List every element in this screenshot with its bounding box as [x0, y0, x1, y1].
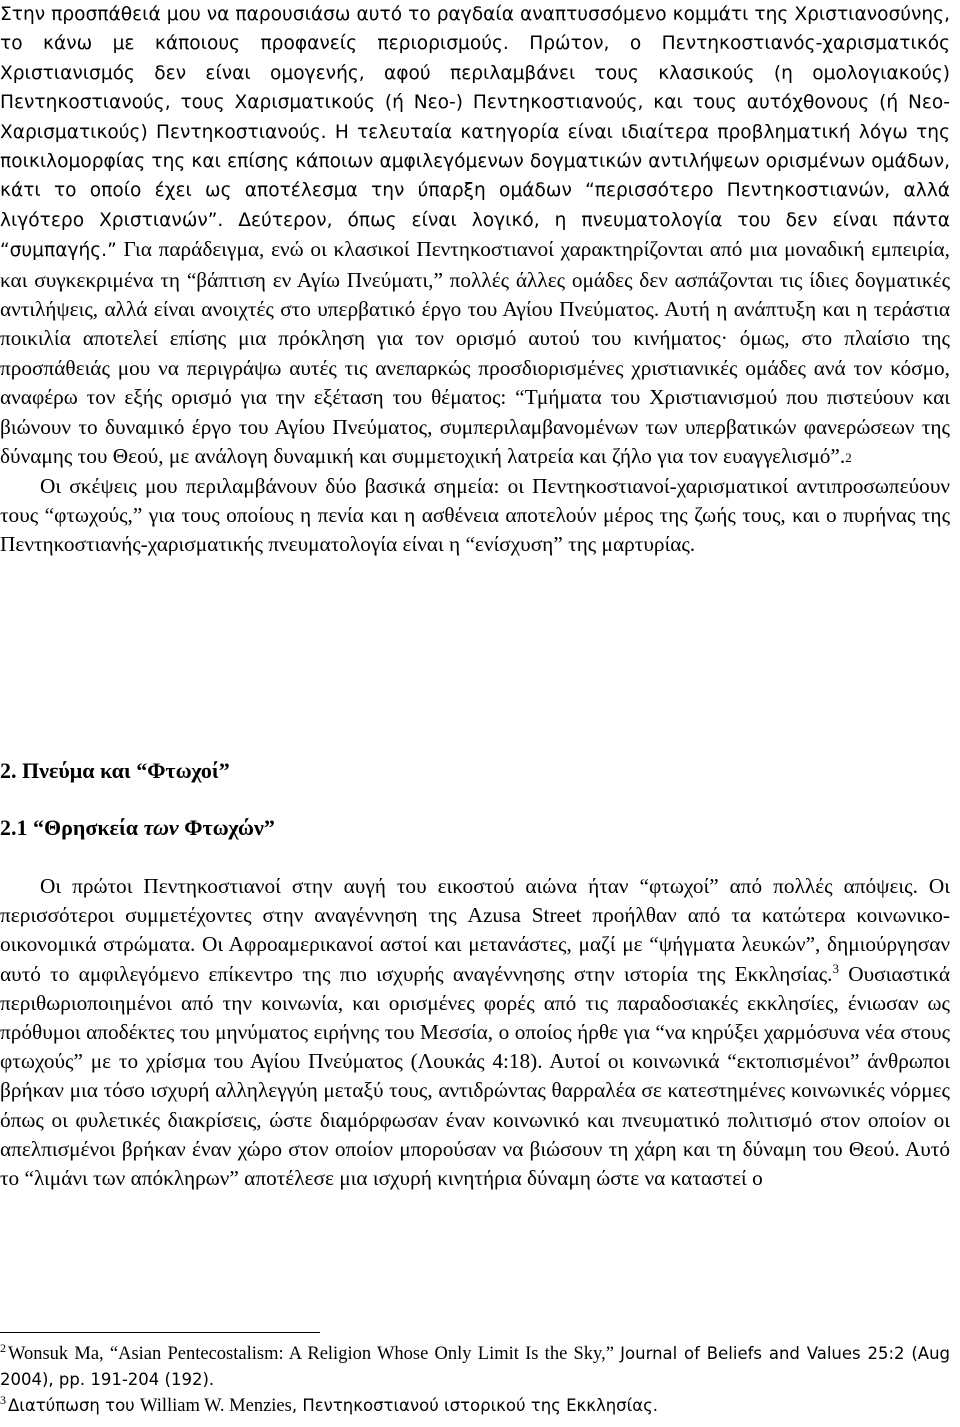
footnote-2-number: 2	[0, 1340, 6, 1355]
heading-2-1-italic: των	[143, 815, 179, 840]
footnote-2-text: Wonsuk Ma, “Asian Pentecostalism: A Religion Whose Only Limit Is the Sky,”	[8, 1344, 621, 1364]
footnote-3-number: 3	[0, 1392, 6, 1407]
footnote-3	[0, 1393, 950, 1419]
footnote-2-journal: Journal of Beliefs and Values 25:2 (Aug 2004), pp. 191-204 (192).	[0, 1344, 951, 1389]
section-heading-2: 2. Πνεύμα και “Φτωχοί”	[0, 758, 230, 783]
body-text-b: Ουσιαστικά περιθωριοποιημένοι από την κοινωνία, και ορισμένες φορές από τις παραδοσιακές εκκλησίες, ένιωσαν ως πρόθυμοι αποδέκτες του μηνύματος ειρήνης του Μεσσία, ο οποίος ήρθε για “να κηρύξει χαρμόσυνα νέα στους φτωχούς” με το χρίσμα του Αγίου Πνεύματος (Λουκάς 4:18). Αυτοί οι κοινωνικά “εκτοπισμένοι” άνθρωποι βρήκαν μια τόσο ισχυρή αλληλεγγύη μεταξύ τους, αντιδρώντας θαρραλέα σε κατεστημένες κοινωνικές νόρμες όπως οι φυλετικές διακρίσεις, ώστε διαμόρφωσαν έναν κοινωνικό και πνευματικό πολιτισμό στον οποίον οι απελπισμένοι βρήκαν έναν χώρο στον οποίον μπορούσαν να βιώσουν τη χάρη και τη δύναμη του Θεού. Αυτό το “λιμάνι των απόκληρων” αποτέλεσε μια ισχυρή κινητήρια δύναμη ώστε να καταστεί ο	[0, 961, 950, 1191]
footnote-2	[0, 1341, 950, 1393]
paragraph-1-sans-text: Στην προσπάθειά μου να παρουσιάσω αυτό το ραγδαία αναπτυσσόμενο κομμάτι της Χριστιανοσύνης, το κάνω με κάποιους προφανείς περιορισμούς. Πρώτον, ο Πεντηκοστιανός-χαρισματικός Χριστιανισμός δεν είναι ομογενής, αφού περιλαμβάνει τους κλασικούς (η ομολογιακούς) Πεντηκοστιανούς, τους Χαρισματικούς (ή Νεο-) Πεντηκοστιανούς, και τους αυτόχθονους (ή Νεο-Χαρισματικούς) Πεντηκοστιανούς. Η τελευταία κατηγορία είναι ιδιαίτερα προβληματική λόγω της ποικιλομορφίας της και επίσης κάποιων αμφιλεγόμενων δογματικών αντιλήψεων ορισμένων ομάδων, κάτι το οποίο έχει ως αποτέλεσμα την ύπαρξη ομάδων “περισσότερο Πεντηκοστιανών, αλλά λιγότερο Χριστιανών”. Δεύτερον, όπως είναι λογικό, η πνευματολογία του δεν είναι πάντα “συμπαγής.”	[0, 4, 950, 262]
body-text-a: Οι πρώτοι Πεντηκοστιανοί στην αυγή του εικοστού αιώνα ήταν “φτωχοί” από πολλές απόψεις. Οι περισσότεροι συμμετέχοντες στην αναγέννηση της Azusa Street προήλθαν από τα κατώτερα κοινωνικο-οικονομικά στρώματα. Οι Αφροαμερικανοί αστοί και μετανάστες, μαζί με “ψήγματα λευκών”, δημιούργησαν αυτό το αμφιλεγόμενο επίκεντρο της πιο ισχυρής αναγέννησης στην ιστορία της Εκκλησίας.	[0, 874, 950, 986]
section-2-1-paragraph	[0, 872, 950, 1193]
footnote-ref-2: 2	[845, 450, 852, 466]
footnote-3-post: , Πεντηκοστιανού ιστορικού της Εκκλησίας.	[291, 1396, 659, 1415]
heading-2-1-post: Φτωχών”	[178, 815, 275, 840]
footnote-3-pre: Διατύπωση του	[8, 1396, 140, 1415]
footnote-separator	[0, 1332, 320, 1333]
main-text-block	[0, 0, 950, 560]
paragraph-2: Οι σκέψεις μου περιλαμβάνουν δύο βασικά σημεία: οι Πεντηκοστιανοί-χαρισματικοί αντιπροσωπεύουν τους “φτωχούς,” για τους οποίους η πενία και η ασθένεια αποτελούν μέρος της ζωής τους, και ο πυρήνας της Πεντηκοστιανής-χαρισματικής πνευματολογία είναι η “ενίσχυση” της μαρτυρίας.	[0, 473, 950, 557]
footnote-ref-3: 3	[832, 960, 839, 976]
section-heading-2-1	[0, 815, 275, 841]
paragraph-1-serif-text: Για παράδειγμα, ενώ οι κλασικοί Πεντηκοστιανοί χαρακτηρίζονται από μια μοναδική εμπειρία, και συγκεκριμένα τη “βάπτιση εν Αγίω Πνεύματι,” πολλές άλλες ομάδες δεν ασπάζονται τις ίδιες δογματικές αντιλήψεις, αλλά είναι ανοιχτές στο υπερβατικό έργο του Αγίου Πνεύματος. Αυτή η ανάπτυξη και η τεράστια ποικιλία αποτελεί επίσης μια πρόκληση για τον ορισμό αυτού του κινήματος· όμως, στο πλαίσιο της προσπάθειάς μου να περιγράψω αυτές τις ανεπαρκώς προσδιορισμένες χριστιανικές ομάδες ανά τον κόσμο, αναφέρω τον εξής ορισμό για την εξέταση του θέματος: “Τμήματα του Χριστιανισμού που πιστεύουν και βιώνουν το δυναμικό έργο του Αγίου Πνεύματος, συμπεριλαμβανομένων των υπερβατικών φανερώσεων της δύναμης του Θεού, με ανάλογη δυναμική και συμμετοχική λατρεία και ζήλο για τον ευαγγελισμό”.	[0, 237, 950, 469]
paragraph-1	[0, 0, 950, 472]
footnote-3-name: William W. Menzies	[139, 1396, 292, 1416]
footnotes	[0, 1341, 950, 1419]
heading-2-1-pre: 2.1 “Θρησκεία	[0, 815, 144, 840]
